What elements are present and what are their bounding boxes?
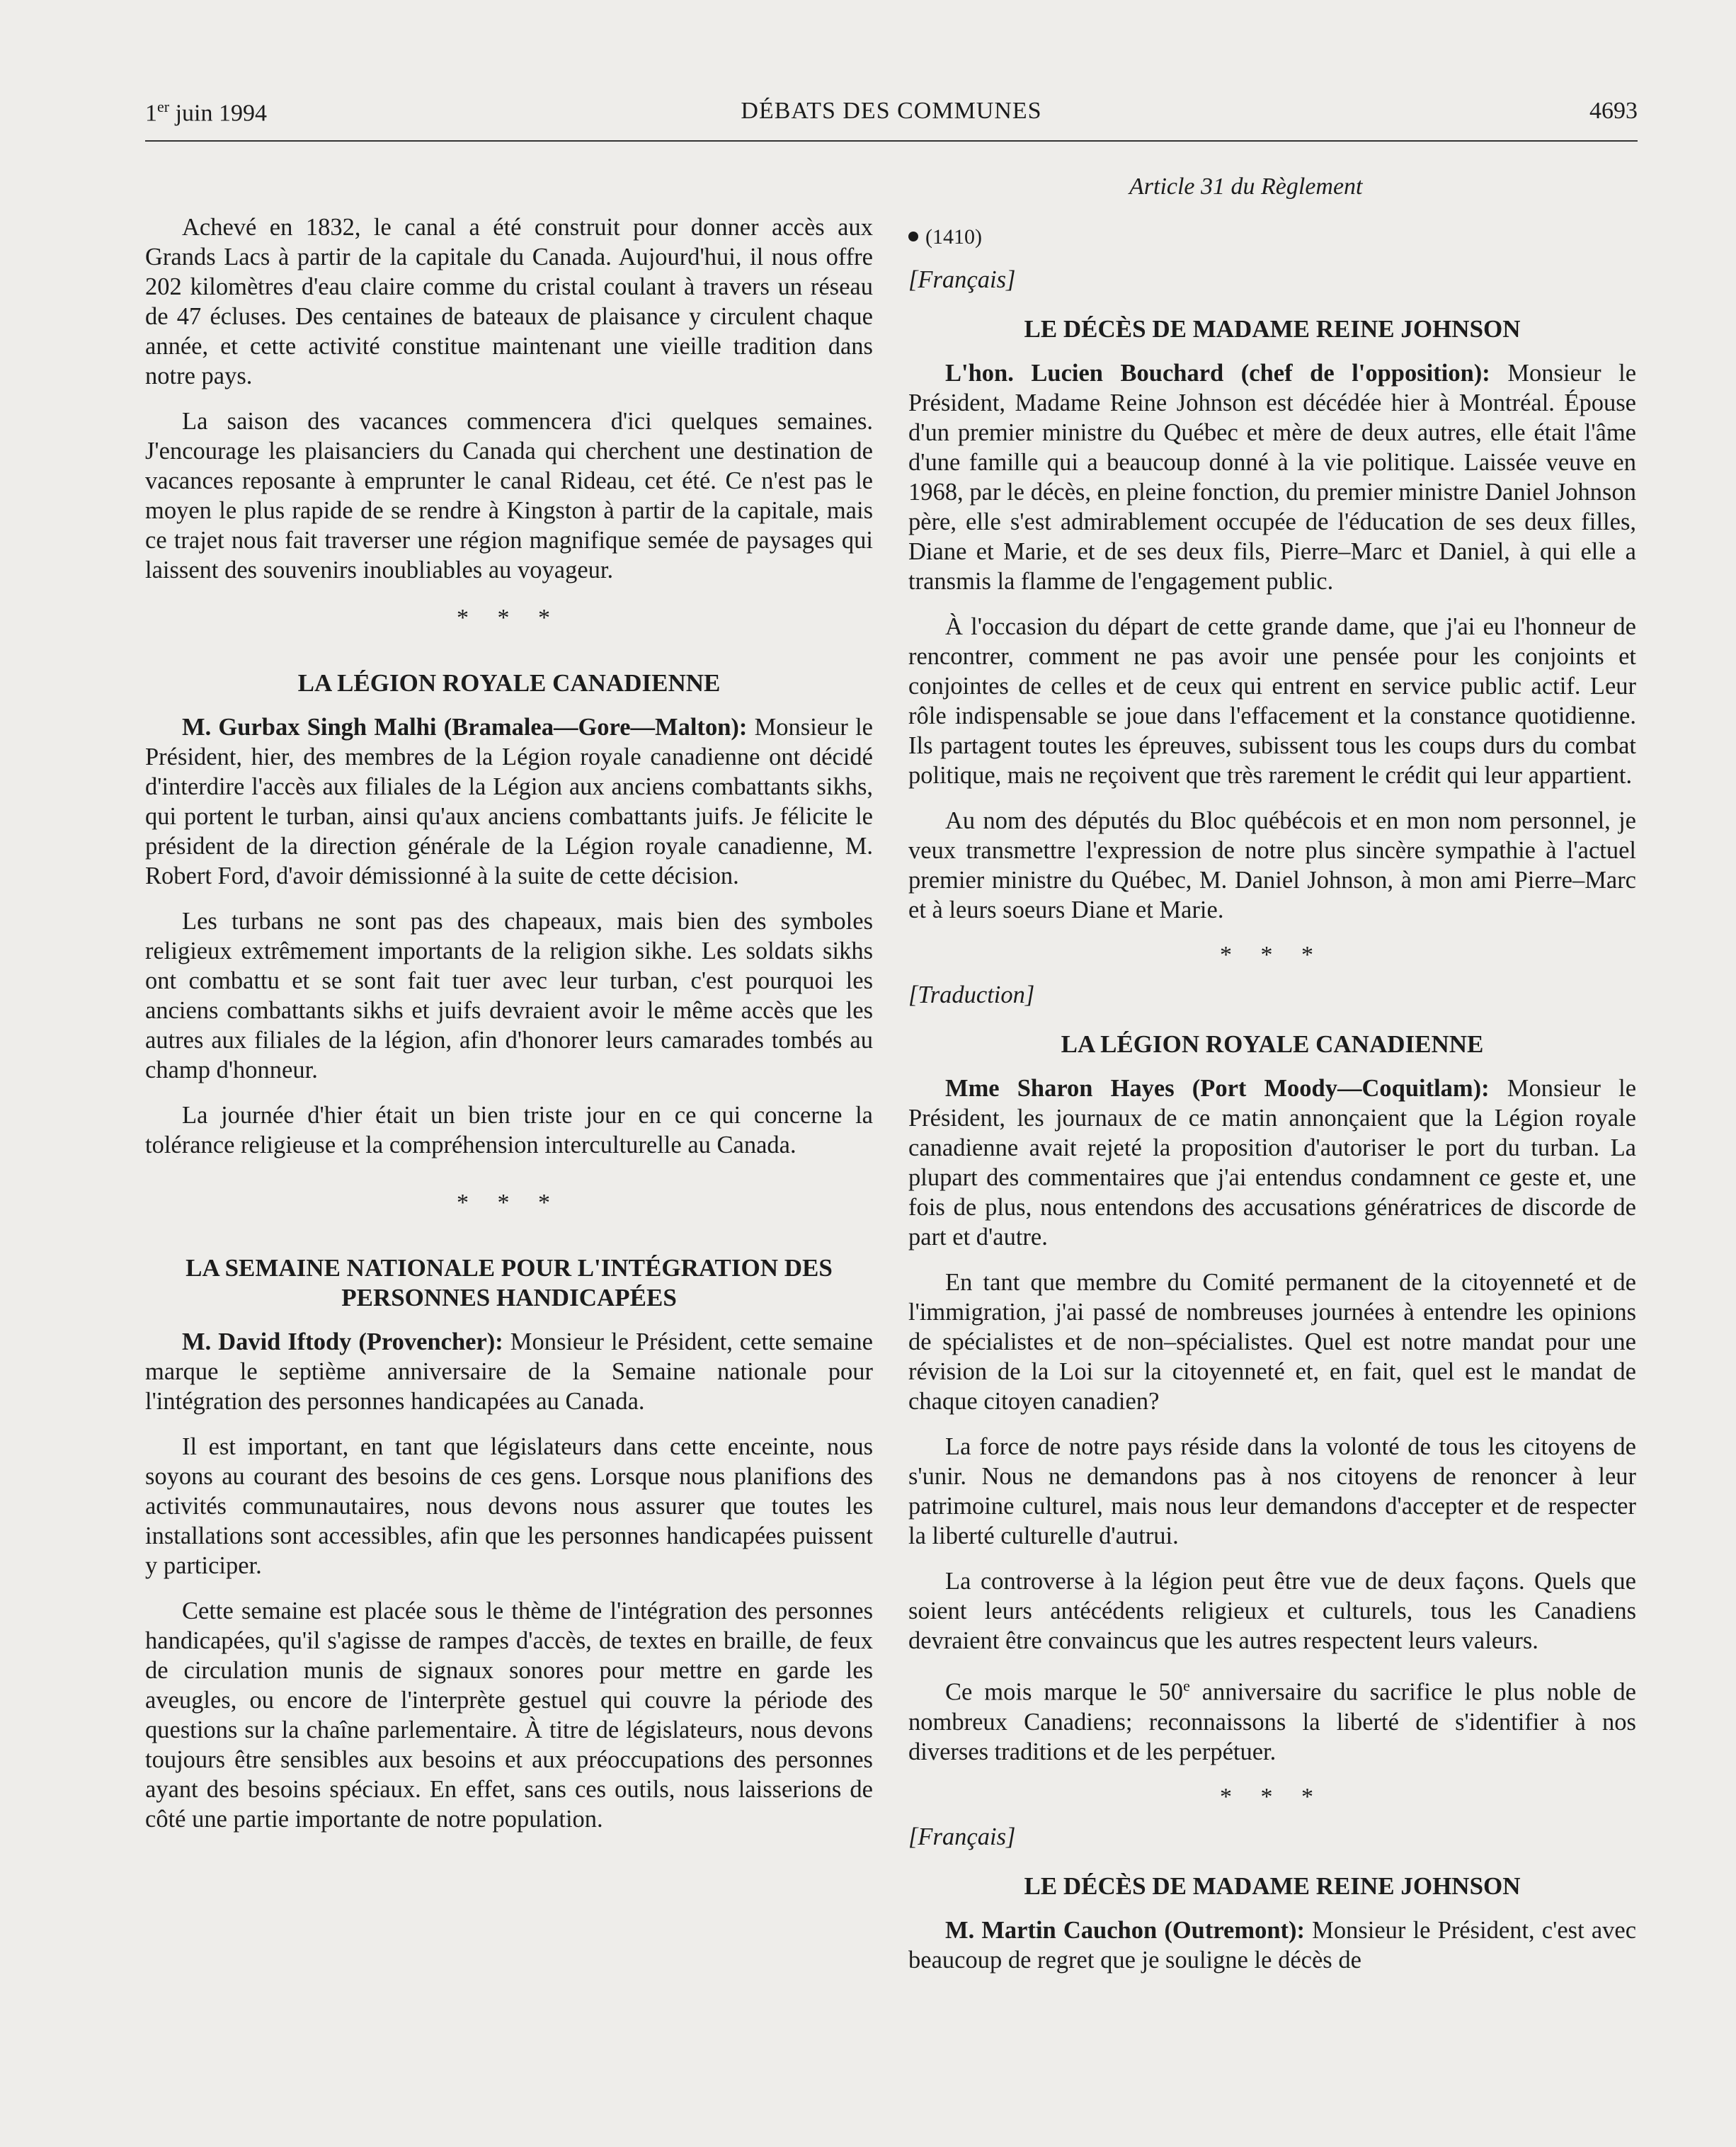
section-heading: LA LÉGION ROYALE CANADIENNE: [1061, 1030, 1484, 1058]
speaker-name: M. Martin Cauchon (Outremont):: [945, 1916, 1305, 1944]
language-tag: [Français]: [908, 1823, 1016, 1850]
time-marker: [908, 222, 1636, 252]
speech-paragraph: [908, 1074, 1636, 1252]
paragraph: La force de notre pays réside dans la volonté de tous les citoyens de s'unir. Nous ne demandons pas à nos citoyens de renoncer à leur patrimoine culturel, mais nous leur demandons d'accepter et de respecter la liberté culturelle d'autrui.: [908, 1433, 1636, 1549]
speech-text: Monsieur le Président, c'est avec beaucoup de regret que je souligne le décès de: [908, 1916, 1637, 1974]
paragraph: Au nom des députés du Bloc québécois et en mon nom personnel, je veux transmettre l'expression de notre plus sincère sympathie à l'actuel premier ministre du Québec, M. Daniel Johnson, à mon ami Pierre–Marc et à leurs soeurs Diane et Marie.: [908, 807, 1636, 923]
section-heading: LA SEMAINE NATIONALE POUR L'INTÉGRATION DES PERSONNES HANDICAPÉES: [185, 1254, 833, 1311]
header-title: DÉBATS DES COMMUNES: [741, 98, 1042, 124]
paragraph-text: anniversaire du sacrifice le plus noble de nombreux Canadiens; reconnaissons la liberté de s'identifier à nos diverses traditions et de les perpétuer.: [908, 1678, 1636, 1765]
section-heading: LE DÉCÈS DE MADAME REINE JOHNSON: [1024, 315, 1521, 343]
ordinal-sup: e: [1183, 1677, 1190, 1695]
right-column-subheader: Article 31 du Règlement: [1129, 173, 1363, 200]
paragraph: Les turbans ne sont pas des chapeaux, mais bien des symboles religieux extrêmement importants de la religion sikhe. Les soldats sikhs ont combattu et se sont fait tuer avec leur turban, c'est pourquoi les anciens combattants sikhs et juifs devraient avoir le même accès que les autres aux filiales de la légion, afin d'honorer leurs camarades tombés au champ d'honneur.: [145, 908, 873, 1083]
right-column: [908, 169, 1636, 1991]
language-tag: [Traduction]: [908, 981, 1035, 1008]
section-heading: LE DÉCÈS DE MADAME REINE JOHNSON: [1024, 1872, 1521, 1900]
paragraph: À l'occasion du départ de cette grande dame, que j'ai eu l'honneur de rencontrer, comment ne pas avoir une pensée pour les conjoints et conjointes de celles et de ceux qui entrent en service public actif. Leur rôle indispensable se joue dans l'effacement et la constance quotidienne. Ils partagent toutes les épreuves, subissent tous les coups durs du combat politique, mais ne reçoivent que très rarement le crédit qui leur appartient.: [908, 613, 1636, 789]
speech-paragraph: [908, 1915, 1636, 1975]
language-tag: [Français]: [908, 266, 1016, 293]
speech-text: Monsieur le Président, hier, des membres de la Légion royale canadienne ont décidé d'interdire l'accès aux filiales de la Légion aux anciens combattants sikhs, qui portent le turban, ainsi qu'aux anciens combattants juifs. Je félicite le président de la direction générale de la Légion royale canadienne, M. Robert Ford, d'avoir démissionné à la suite de cette décision.: [145, 714, 873, 889]
speech-text: Monsieur le Président, cette semaine marque le septième anniversaire de la Semaine nationale pour l'intégration des personnes handicapées au Canada.: [145, 1328, 873, 1415]
section-heading: LA LÉGION ROYALE CANADIENNE: [297, 669, 721, 697]
section-separator: * * *: [1220, 1783, 1325, 1810]
header-date-sup: er: [157, 98, 170, 115]
page-number: 4693: [1589, 98, 1638, 124]
section-separator: * * *: [1220, 942, 1325, 968]
header-date-day: 1: [145, 100, 157, 127]
speech-paragraph: [908, 358, 1636, 596]
speaker-name: L'hon. Lucien Bouchard (chef de l'opposition):: [945, 360, 1490, 387]
paragraph: La saison des vacances commencera d'ici quelques semaines. J'encourage les plaisanciers du Canada qui cherchent une destination de vacances reposante à emprunter le canal Rideau, cet été. Ce n'est pas le moyen le plus rapide de se rendre à Kingston à partir de la capitale, mais ce trajet nous fait traverser une région magnifique semée de paysages qui laissent des souvenirs inoubliables au voyageur.: [145, 408, 873, 583]
paragraph: [908, 1671, 1636, 1767]
speaker-name: M. David Iftody (Provencher):: [182, 1328, 503, 1355]
paragraph: Achevé en 1832, le canal a été construit pour donner accès aux Grands Lacs à partir de la capitale du Canada. Aujourd'hui, il nous offre 202 kilomètres d'eau claire comme du cristal coulant à travers un réseau de 47 écluses. Des centaines de bateaux de plaisance y circulent chaque année, et cette activité constitue maintenant une vieille tradition dans notre pays.: [145, 214, 873, 389]
section-separator: * * *: [457, 605, 561, 631]
time-stamp: (1410): [925, 225, 982, 249]
speaker-name: M. Gurbax Singh Malhi (Bramalea—Gore—Malton):: [182, 714, 748, 741]
speech-text: Monsieur le Président, Madame Reine Johnson est décédée hier à Montréal. Épouse d'un premier ministre du Québec et mère de deux autres, elle était l'âme d'une famille qui a beaucoup donné à la vie politique. Laissée veuve en 1968, par le décès, en pleine fonction, du premier ministre Daniel Johnson père, elle s'est admirablement occupée de l'éducation de ses deux filles, Diane et Marie, et de ses deux fils, Pierre–Marc et Daniel, à qui elle a transmis la flamme de l'engagement public.: [908, 360, 1637, 595]
paragraph: La journée d'hier était un bien triste jour en ce qui concerne la tolérance religieuse et la compréhension interculturelle au Canada.: [145, 1102, 873, 1158]
speech-paragraph: [145, 1327, 873, 1416]
bullet-dot-icon: [908, 232, 918, 241]
paragraph: Il est important, en tant que législateurs dans cette enceinte, nous soyons au courant des besoins de ces gens. Lorsque nous planifions des activités communautaires, nous devons nous assurer que toutes les installations sont accessibles, afin que les personnes handicapées puissent y participer.: [145, 1433, 873, 1579]
section-separator: * * *: [457, 1190, 561, 1216]
paragraph-text: Ce mois marque le 50: [945, 1678, 1184, 1706]
paragraph: En tant que membre du Comité permanent de la citoyenneté et de l'immigration, j'ai passé de nombreuses journées à entendre les opinions de spécialistes et de non–spécialistes. Quel est notre mandat pour une révision de la Loi sur la citoyenneté et, en fait, quel est le mandat de chaque citoyen canadien?: [908, 1269, 1636, 1415]
paragraph: Cette semaine est placée sous le thème de l'intégration des personnes handicapées, qu'il s'agisse de rampes d'accès, de textes en braille, de feux de circulation munis de signaux sonores pour mettre en garde les aveugles, ou encore de l'interprète gestuel qui couvre la période des questions sur la chaîne parlementaire. À titre de législateurs, nous devons toujours être sensibles aux besoins et aux préoccupations des personnes ayant des besoins spéciaux. En effet, sans ces outils, nous laisserions de côté une partie importante de notre population.: [145, 1598, 873, 1833]
speaker-name: Mme Sharon Hayes (Port Moody—Coquitlam):: [945, 1075, 1490, 1102]
left-column: [145, 212, 873, 1850]
speech-paragraph: [145, 712, 873, 891]
paragraph: La controverse à la légion peut être vue de deux façons. Quels que soient leurs antécédents religieux et culturels, tous les Canadiens devraient être convaincus que les autres respectent leurs valeurs.: [908, 1568, 1636, 1654]
page-header: [145, 98, 1638, 142]
speech-text: Monsieur le Président, les journaux de ce matin annonçaient que la Légion royale canadienne avait rejeté la proposition d'autoriser le port du turban. La plupart des commentaires que j'ai entendus condamnent ce geste et, une fois de plus, nous entendons des accusations génératrices de discorde de part et d'autre.: [908, 1075, 1637, 1251]
header-date-rest: juin 1994: [169, 100, 267, 127]
